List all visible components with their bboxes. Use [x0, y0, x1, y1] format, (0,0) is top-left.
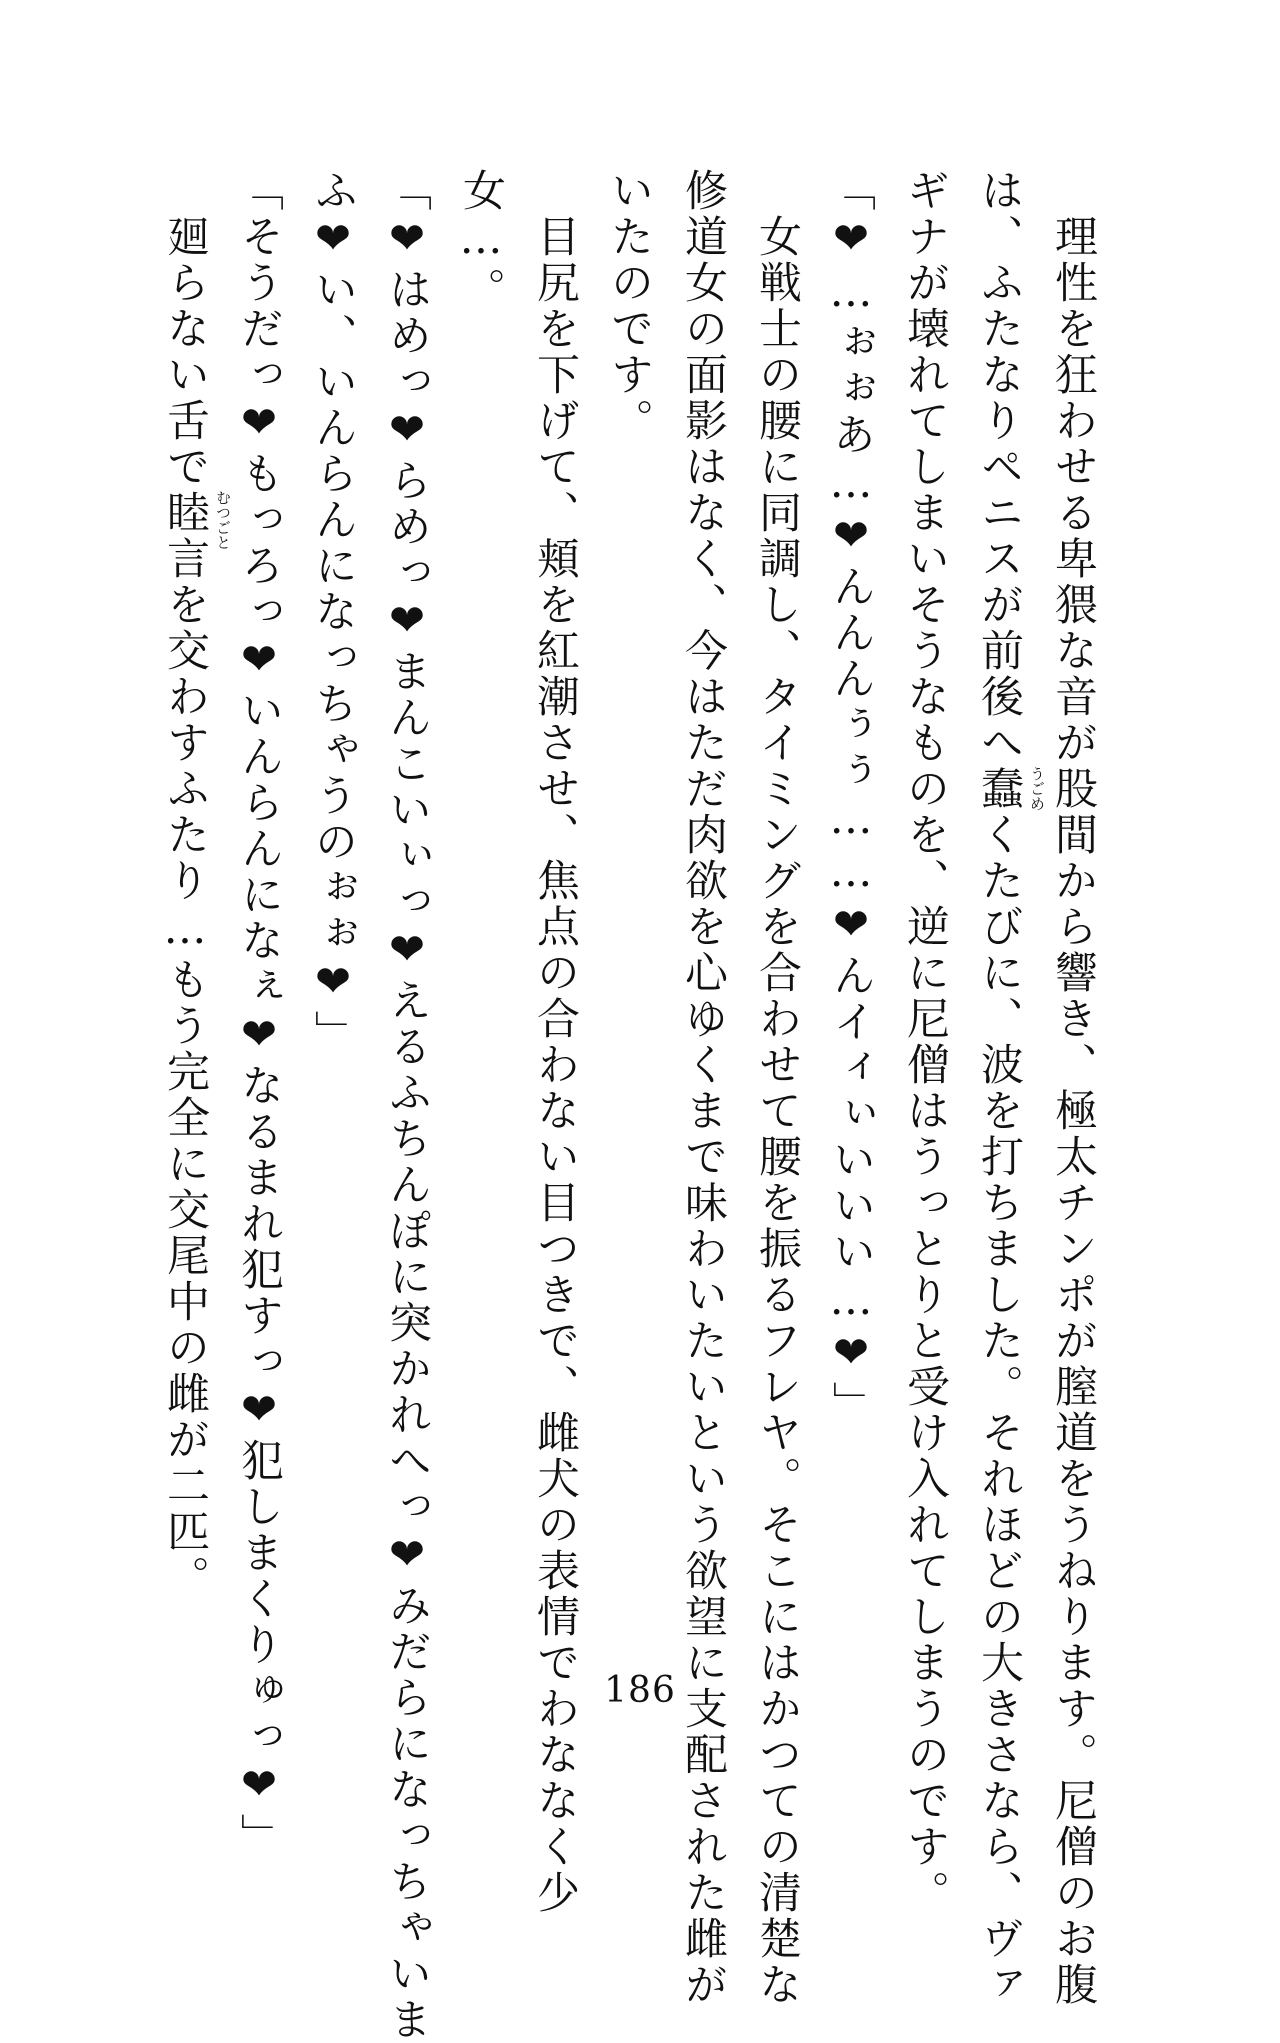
text-column: は、ふたなりペニスが前後へ蠢 うごめ くたびに、波を打ちました。それほどの大きさなら、ヴァ — [974, 168, 1046, 2008]
ruby-base: 睦言 むつごと — [160, 490, 232, 582]
text-column: 女戦士の腰に同調し、タイミングを合わせて腰を振るフレヤ。そこにはかつての清楚な — [752, 168, 802, 2008]
text-column: 女…。 — [456, 168, 506, 313]
text-column: ギナが壊れてしまいそうなものを、逆に尼僧はうっとりと受け入れてしまうのです。 — [900, 168, 950, 1916]
text-column: 目尻を下げて、頬を紅潮させ、焦点の合わない目つきで、雌犬の表情でわななく少 — [530, 168, 580, 1916]
page-number: 186 — [604, 1670, 676, 1711]
text-column: 修道女の面影はなく、今はただ肉欲を心ゆくまで味わいたいという欲望に支配された雌が — [678, 168, 728, 2008]
text-column: 「❤…ぉぉあ…❤んんんぅぅ……❤んイィぃいいい…❤」 — [826, 168, 876, 1427]
ruby-reading: うごめ — [1028, 766, 1046, 811]
ruby-reading: むつごと — [214, 490, 232, 550]
text-column: ふ❤い、いんらんになっちゃうのぉぉ❤」 — [308, 168, 358, 1056]
text-column: いたのです。 — [604, 168, 654, 444]
text-column: 「そうだっ❤もっろっ❤いんらんになぇ❤なるまれ犯すっ❤犯しまくりゅっ❤」 — [234, 168, 284, 1859]
text-column: 「❤はめっ❤らめっ❤まんこいぃっ❤えるふちんぽに突かれへっ❤みだらになっちゃいま — [382, 168, 432, 2043]
text-column: 理性を狂わせる卑猥な音が股間から響き、極太チンポが膣道をうねります。尼僧のお腹 — [1048, 168, 1098, 2008]
ruby-base: 蠢 うごめ — [974, 766, 1046, 812]
text-column: 廻らない舌で睦言 むつごと を交わすふたり…もう完全に交尾中の雌が二匹。 — [160, 168, 232, 1601]
